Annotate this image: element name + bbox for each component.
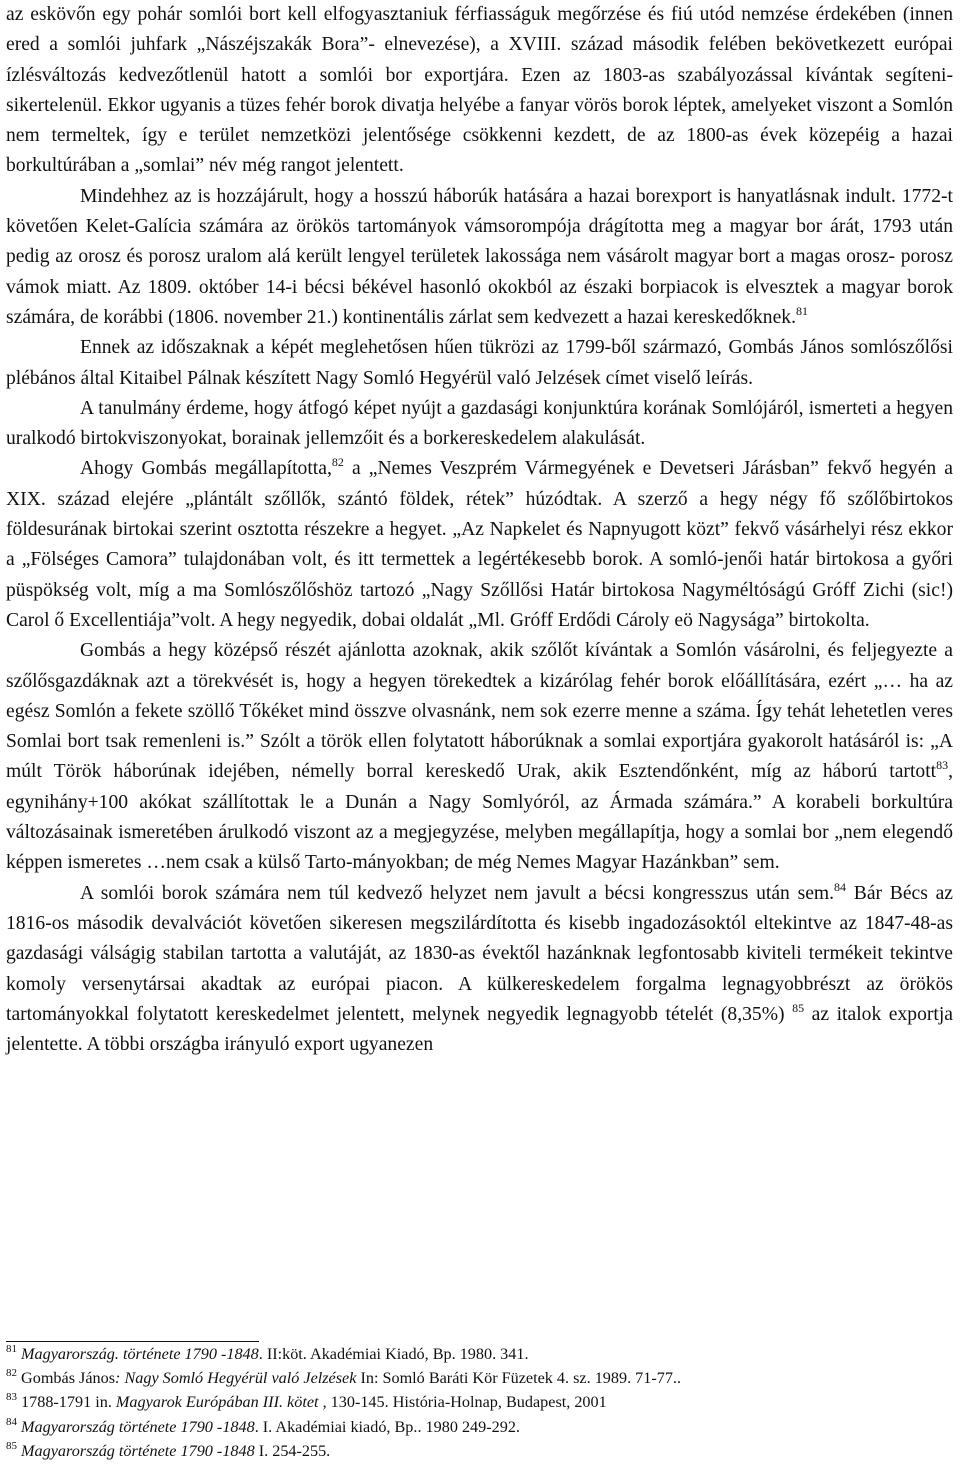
paragraph	[6, 454, 953, 636]
paragraph	[6, 182, 953, 333]
footnote-number: 83	[6, 1391, 17, 1404]
footnote-title: Magyarország története 1790 -1848	[21, 1441, 255, 1460]
paragraph-text: Bár Bécs az 1816-os második devalvációt követően sikeresen megszilárdította és kisebb ingadozásoktól eltekintve az 1847-48-as gazdasági válságig stabilan tartotta a valutáját, az 1830-as évektől hazánknak legfontosabb kiviteli termékeit tekintve komoly versenytársai akadtak az európai piacon. A külkereskedelem forgalma legnagyobbrészt az örökös tartományokkal folytatott kereskedelmet jelentett, melynek negyedik legnagyobb tételét (8,35%)	[6, 882, 954, 1025]
footnote	[6, 1366, 952, 1390]
footnote	[6, 1342, 952, 1366]
footnote-text: 1788-1791 in.	[21, 1393, 116, 1412]
footnote-text: In: Somló Baráti Kör Füzetek 4. sz. 1989. 71-77..	[356, 1369, 682, 1388]
footnote-text: . II:köt. Akadémiai Kiadó, Bp. 1980. 341.	[258, 1345, 529, 1363]
paragraph	[6, 0, 953, 182]
footnote-reference: 81	[795, 303, 808, 318]
footnote-title: Magyarország története 1790 -1848	[21, 1417, 255, 1436]
footnote-text: Gombás János	[21, 1369, 116, 1388]
paragraph-text: Ennek az időszaknak a képét meglehetősen hűen tükrözi az 1799-ből származó, Gombás János somlószőlősi plébános által Kitaibel Pálnak készített Nagy Somló Hegyérül való Jelzések címet viselő leírás.	[6, 337, 953, 389]
footnote-text: I. 254-255.	[254, 1441, 331, 1460]
paragraph-text: az italok exportja jelentette. A többi országba irányuló export ugyanezen	[6, 1003, 953, 1056]
paragraph-text: Gombás a hegy középső részét ajánlotta azoknak, akik szőlőt kívántak a Somlón vásárolni, és feljegyezte a szőlősgazdáknak azt a törekvését is, hogy a hegyen törekedtek a kizárólag fehér borok előállítására, ezért „… ha az egész Somlón a fekete szöllő Tőkéket mind összve olvasnánk, nem sok ezerre menne a száma. Így tehát lehetetlen veres Somlai bort tsak remenleni is.” Szólt a török ellen folytatott háborúknak a somlai exportjára gyakorolt hatásáról is: „A múlt Török háborúnak idejében, némelly borral kereskedő Urak, akik Esztendőnként, míg az háború tartott	[6, 640, 953, 783]
footnote-title: Magyarország. története 1790 -1848	[21, 1345, 259, 1363]
paragraph-text: a „Nemes Veszprém Vármegyének e Devetseri Járásban” fekvő hegyén a XIX. század elejére „plántált szőllők, szántó földek, rétek” húzódtak. A szerző a hegy négy fő szőlőbirtokos földesurának birtokai szerint osztotta részekre a hegyet. „Az Napkelet és Napnyugott közt” fekvő vásárhelyi rész ekkor a „Fölséges Camora” tulajdonában volt, és itt termettek a legértékesebb borok. A somló-jenői határ birtokosa a győri püspökség volt, míg a ma Somlószőlőshöz tartozó „Nagy Szőllősi Határ birtokosa Nagyméltóságú Gróff Zichi (sic!) Carol ő Excellentiája”volt. A hegy negyedik, dobai oldalát „Ml. Gróff Erdődi Cároly eö Nagysága” birtokolta.	[6, 458, 953, 631]
footnote	[6, 1439, 952, 1463]
paragraph-text: , egynihány+100 akókat szállítottak le a Dunán a Nagy Somlyóról, az Ármada számára.” A korabeli borkultúra változásainak ismeretében árulkodó viszont az a megjegyzése, melyben megállapítja, hogy a somlai bor „nem elegendő képpen ismeretes …nem csak a külső Tarto-mányokban; de még Nemes Magyar Hazánkban” sem.	[6, 761, 953, 874]
footnote-number: 84	[6, 1415, 17, 1428]
footnote-title: : Nagy Somló Hegyérül való Jelzések	[115, 1369, 357, 1388]
footnotes	[6, 1342, 952, 1463]
paragraph	[6, 636, 953, 878]
paragraph-text: Mindehhez az is hozzájárult, hogy a hosszú háborúk hatására a hazai borexport is hanyatlásnak indult. 1772-t követően Kelet-Galícia számára az örökös tartományok vámsorompója drágította meg a magyar bor árát, 1793 után pedig az orosz és porosz uralom alá került lengyel területek lakossága nem vásárolt magyar bort a magas orosz- porosz vámok miatt. Az 1809. október 14-i bécsi békével hasonló okokból az északi borpiacok is elvesztek a magyar borok számára, de korábbi (1806. november 21.) kontinentális zárlat sem kedvezett a hazai kereskedőknek.	[6, 185, 953, 328]
paragraph	[6, 879, 953, 1061]
footnote-number: 81	[6, 1343, 17, 1355]
footnote-number: 82	[6, 1367, 17, 1380]
footnote-text: , 130-145. História-Holnap, Budapest, 2001	[318, 1393, 607, 1412]
footnote-reference: 85	[792, 1000, 805, 1015]
paragraph-text: Ahogy Gombás megállapította,	[80, 458, 332, 480]
footnote-text: . I. Akadémiai kiadó, Bp.. 1980 249-292.	[254, 1417, 520, 1436]
footnote-reference: 82	[331, 455, 344, 470]
paragraph-text: az eskövőn egy pohár somlói bort kell elfogyasztaniuk férfiasságuk megőrzése és fiú utód nemzése érdekében (innen ered a somlói juhfark „Nászéjszakák Bora”- elnevezése), a XVIII. század második felében bekövetkezett európai ízlésváltozás kedvezőtlenül hatott a somlói bor exportjára. Ezen az 1803-as szabályozással kívántak segíteni- sikertelenül. Ekkor ugyanis a tüzes fehér borok divatja helyébe a fanyar vörös borok léptek, amelyeket viszont a Somlón nem termeltek, így e terület nemzetközi jelentősége csökkenni kezdett, de az 1800-as évek közepéig a hazai borkultúrában a „somlai” név még rangot jelentett.	[6, 4, 953, 177]
footnote	[6, 1390, 952, 1414]
footnote-reference: 83	[936, 758, 949, 773]
footnote-number: 85	[6, 1439, 17, 1452]
body-text	[6, 0, 953, 1060]
footnote	[6, 1415, 952, 1439]
footnote-title: Magyarok Európában III. kötet	[115, 1393, 319, 1412]
paragraph	[6, 394, 953, 455]
paragraph-text: A somlói borok számára nem túl kedvező helyzet nem javult a bécsi kongresszus után sem.	[80, 882, 835, 904]
footnote-reference: 84	[834, 879, 847, 894]
paragraph-text: A tanulmány érdeme, hogy átfogó képet nyújt a gazdasági konjunktúra korának Somlójáról, ismerteti a hegyen uralkodó birtokviszonyokat, borainak jellemzőit és a borkereskedelem alakulását.	[6, 397, 953, 450]
paragraph	[6, 333, 953, 394]
